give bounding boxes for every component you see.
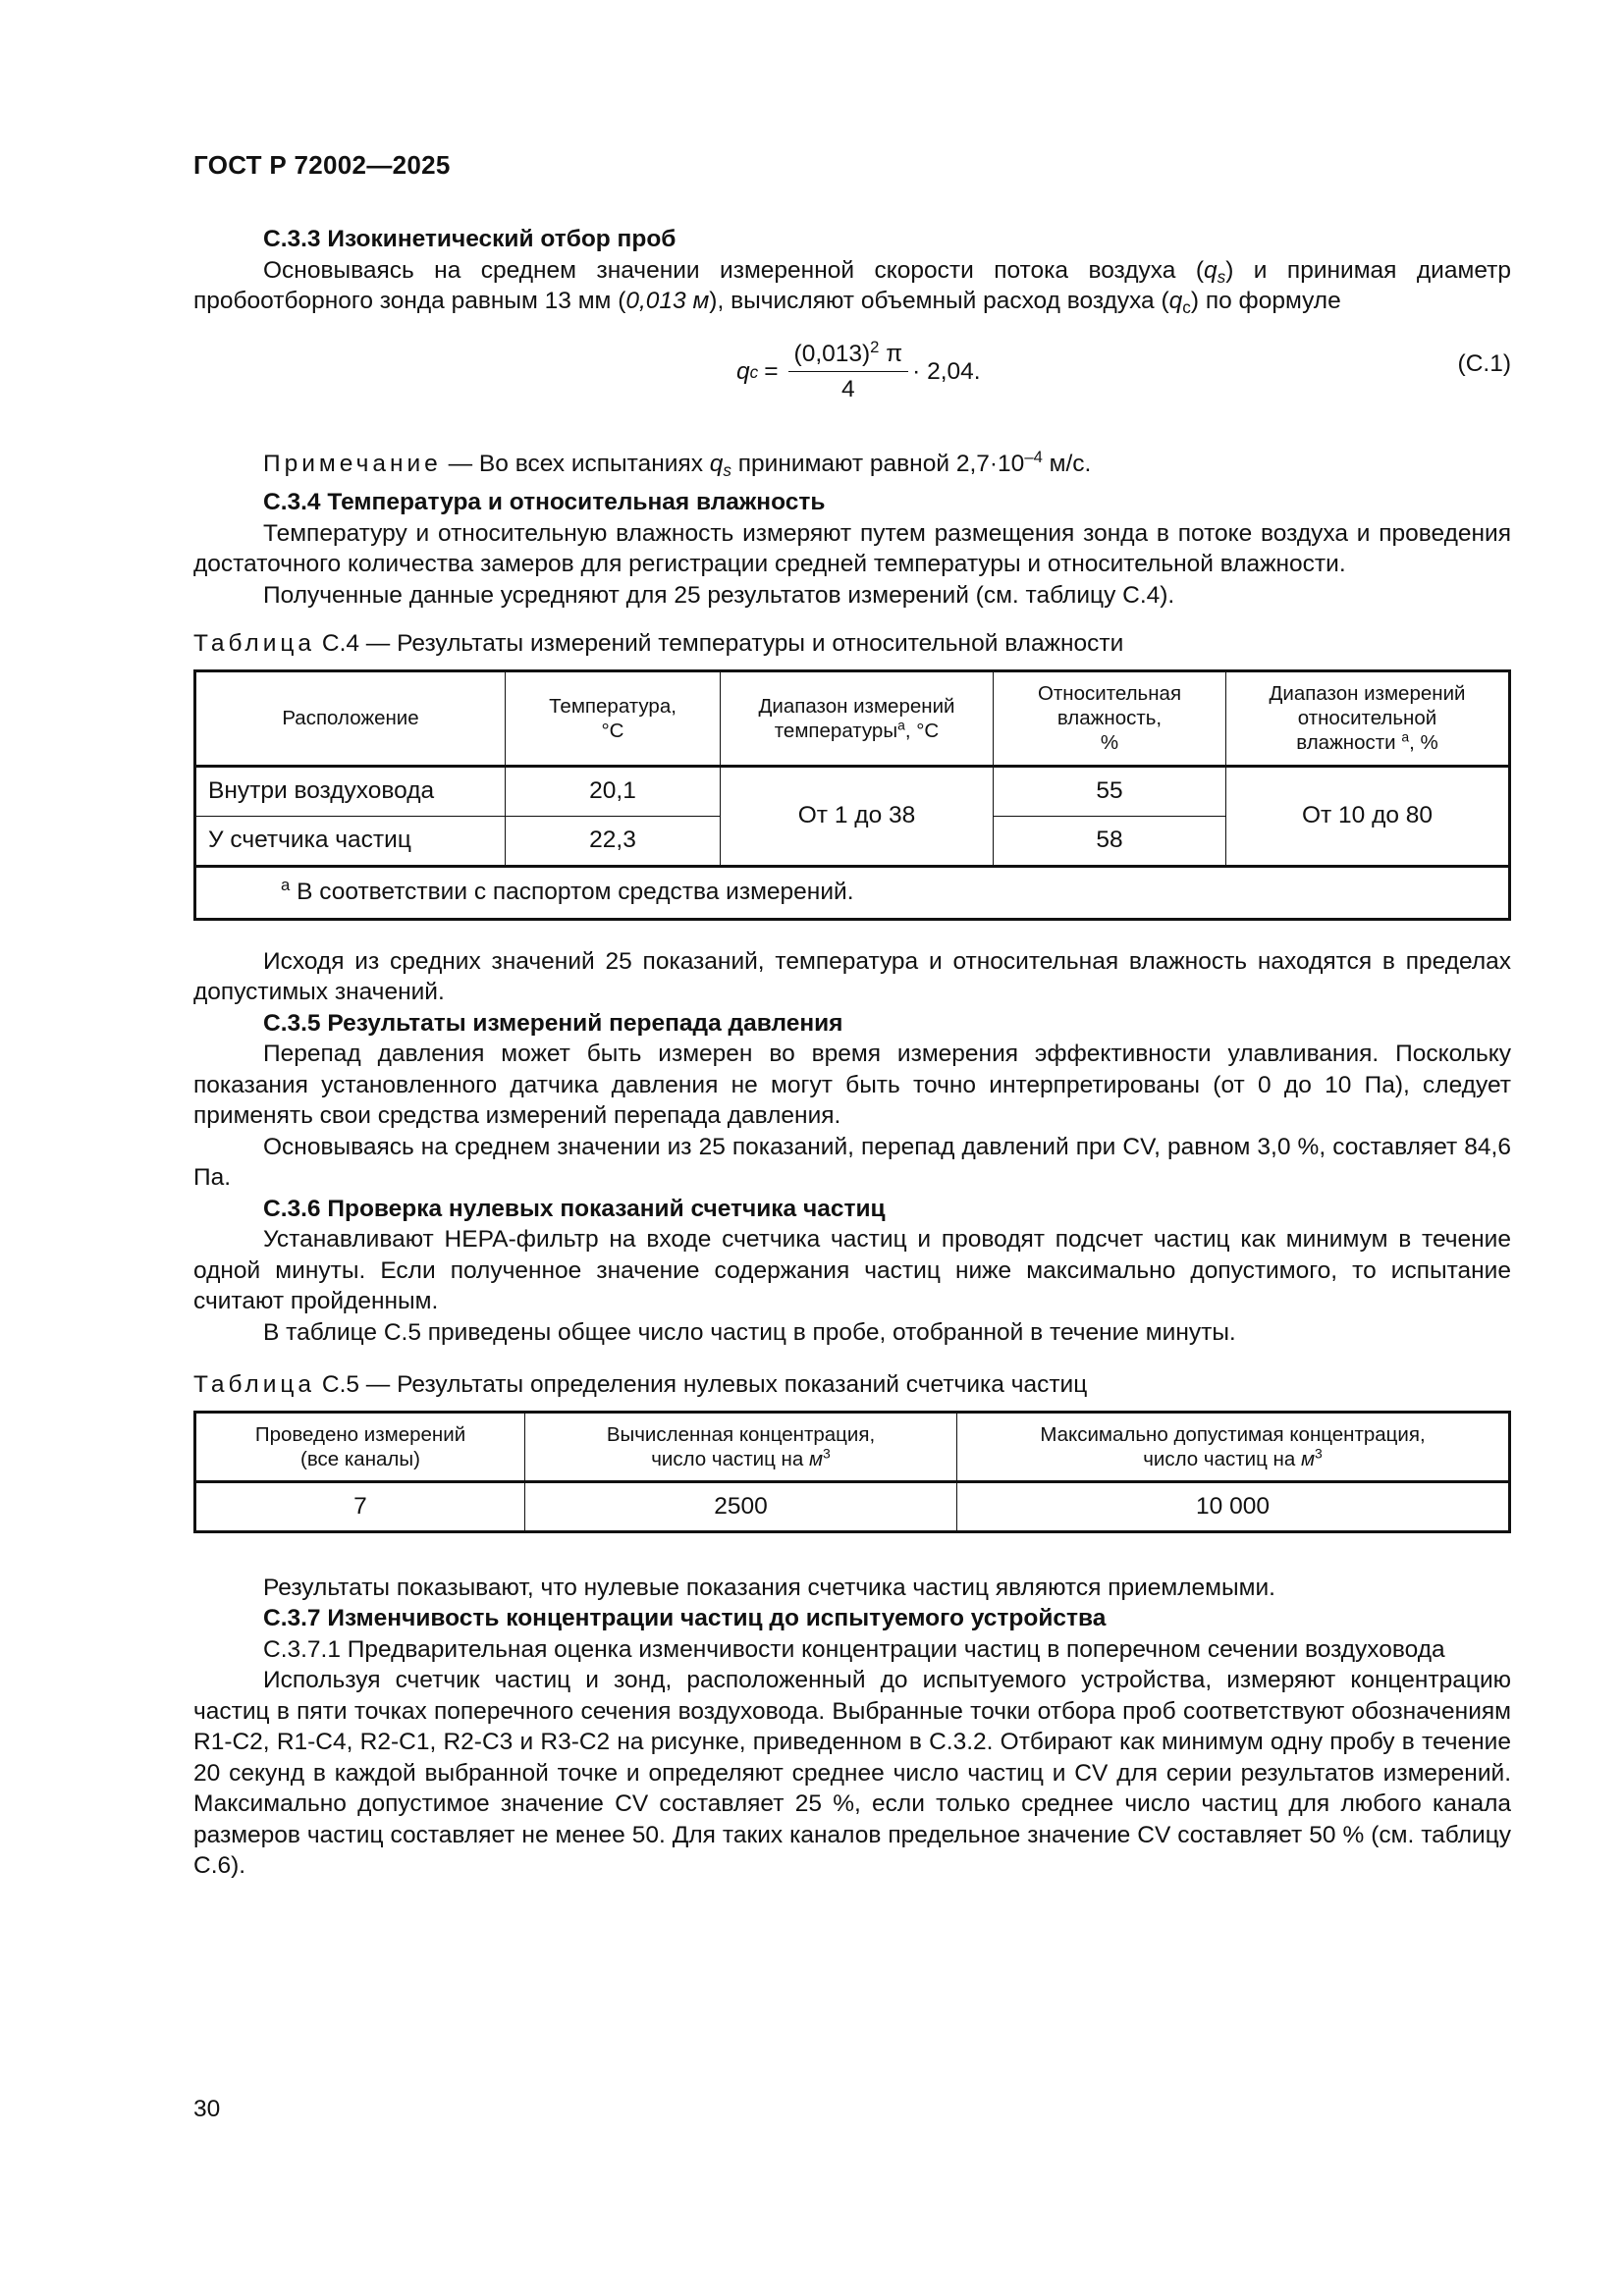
page-content <box>193 224 1511 1882</box>
table-header-row <box>195 1412 1510 1481</box>
paragraph-c33: Основываясь на среднем значении измеренной скорости потока воздуха $(q_s)$ и принимая диаметр пробоотборного зонда равным 13 мм (0,013 м), вычисляют объемный расход воздуха $(q_c)$ по формуле <box>193 256 1511 318</box>
section-heading-c35: С.3.5 Результаты измерений перепада давления <box>263 1009 843 1037</box>
paragraph: Полученные данные усредняют для 25 результатов измерений (см. таблицу С.4). <box>263 581 1175 609</box>
table-header-cell: Диапазон измерений температуры$^а$, °С <box>721 670 994 766</box>
table-header-cell: Относительная влажность, % <box>994 670 1226 766</box>
table-caption-c4: Таблица С.4 — Результаты измерений температуры и относительной влажности <box>193 630 1124 657</box>
formula-c1: q c = $\frac{(0,013)^2 \pi}{4}$ · 2,04. (С.1) <box>193 327 1511 449</box>
table-row <box>195 766 1510 816</box>
table-cell: От 10 до 80 <box>1226 766 1510 866</box>
table-header-cell: Максимально допустимая концентрация, число частиц на $м^3$ <box>957 1412 1510 1481</box>
section-heading-c37: С.3.7 Изменчивость концентрации частиц до испытуемого устройства <box>263 1605 1107 1631</box>
section-heading-c34: С.3.4 Температура и относительная влажность <box>263 489 826 515</box>
table-cell: 7 <box>195 1481 525 1531</box>
table-cell: У счетчика частиц <box>195 816 506 866</box>
table-cell: 22,3 <box>506 816 721 866</box>
table-cell: 58 <box>994 816 1226 866</box>
table-header-cell: Проведено измерений (все каналы) <box>195 1412 525 1481</box>
table-header-row <box>195 670 1510 766</box>
table-cell: 2500 <box>525 1481 957 1531</box>
table-header-cell: Диапазон измерений относительной влажности $^а$, % <box>1226 670 1510 766</box>
table-c5 <box>193 1411 1511 1533</box>
paragraph: Перепад давления может быть измерен во время измерения эффективности улавливания. Поскольку показания установленного датчика давления не могут быть точно интерпретированы (от 0 до 10 Па), следует применять свои средства измерений перепада давления. <box>193 1041 1511 1129</box>
table-cell: 20,1 <box>506 766 721 816</box>
table-row <box>195 1481 1510 1531</box>
table-caption-c5: Таблица С.5 — Результаты определения нулевых показаний счетчика частиц <box>193 1371 1088 1398</box>
paragraph: В таблице С.5 приведены общее число частиц в пробе, отобранной в течение минуты. <box>263 1318 1236 1346</box>
paragraph: Используя счетчик частиц и зонд, расположенный до испытуемого устройства, измеряют концентрацию частиц в пяти точках поперечного сечения воздуховода. Выбранные точки отбора проб соответствуют обозначениям R1-C2, R1-C4, R2-C1, R2-C3 и R3-C2 на рисунке, приведенном в С.3.2. Отбирают как минимум одну пробу в течение 20 секунд в каждой выбранной точке и определяют среднее число частиц и CV для серии результатов измерений. Максимально допустимое значение CV составляет 25 %, если только среднее число частиц для любого канала размеров частиц составляет не менее 50. Для таких каналов предельное значение CV составляет 50 % (см. таблицу С.6). <box>193 1667 1511 1879</box>
section-heading-c33: С.3.3 Изокинетический отбор проб <box>263 226 677 252</box>
table-header-cell: Расположение <box>195 670 506 766</box>
document-header: ГОСТ Р 72002—2025 <box>193 150 451 180</box>
table-cell: 55 <box>994 766 1226 816</box>
paragraph: Устанавливают НЕРА-фильтр на входе счетчика частиц и проводят подсчет частиц как минимум в течение одной минуты. Если полученное значение содержания частиц ниже максимально допустимого, то испытание считают пройденным. <box>193 1226 1511 1314</box>
formula-fraction: $\frac{(0,013)^2 \pi}{4}$ <box>788 339 909 405</box>
table-footnote: $^а$ В соответствии с паспортом средства измерений. <box>195 866 1510 919</box>
table-header-cell: Температура, °С <box>506 670 721 766</box>
paragraph: Температуру и относительную влажность измеряют путем размещения зонда в потоке воздуха и проведения достаточного количества замеров для регистрации средней температуры и относительной влажности. <box>193 519 1511 577</box>
paragraph: Основываясь на среднем значении из 25 показаний, перепад давлений при CV, равном 3,0 %, составляет 84,6 Па. <box>193 1133 1511 1191</box>
subsection-heading-c371: С.3.7.1 Предварительная оценка изменчивости концентрации частиц в поперечном сечении воздуховода <box>263 1635 1445 1663</box>
page-number: 30 <box>193 2096 221 2122</box>
section-heading-c36: С.3.6 Проверка нулевых показаний счетчика частиц <box>263 1195 886 1222</box>
table-footnote-row <box>195 866 1510 919</box>
paragraph: Результаты показывают, что нулевые показания счетчика частиц являются приемлемыми. <box>263 1574 1275 1601</box>
table-c4 <box>193 669 1511 921</box>
note: Примечание — Во всех испытаниях $q_s$ принимают равной $2,7\cdot 10^{-4}$ м/с. <box>263 447 1092 480</box>
formula-number: (С.1) <box>1457 349 1511 377</box>
table-header-cell: Вычисленная концентрация, число частиц на $м^3$ <box>525 1412 957 1481</box>
table-cell: 10 000 <box>957 1481 1510 1531</box>
paragraph: Исходя из средних значений 25 показаний, температура и относительная влажность находятся в пределах допустимых значений. <box>193 947 1511 1005</box>
table-cell: Внутри воздуховода <box>195 766 506 816</box>
table-cell: От 1 до 38 <box>721 766 994 866</box>
